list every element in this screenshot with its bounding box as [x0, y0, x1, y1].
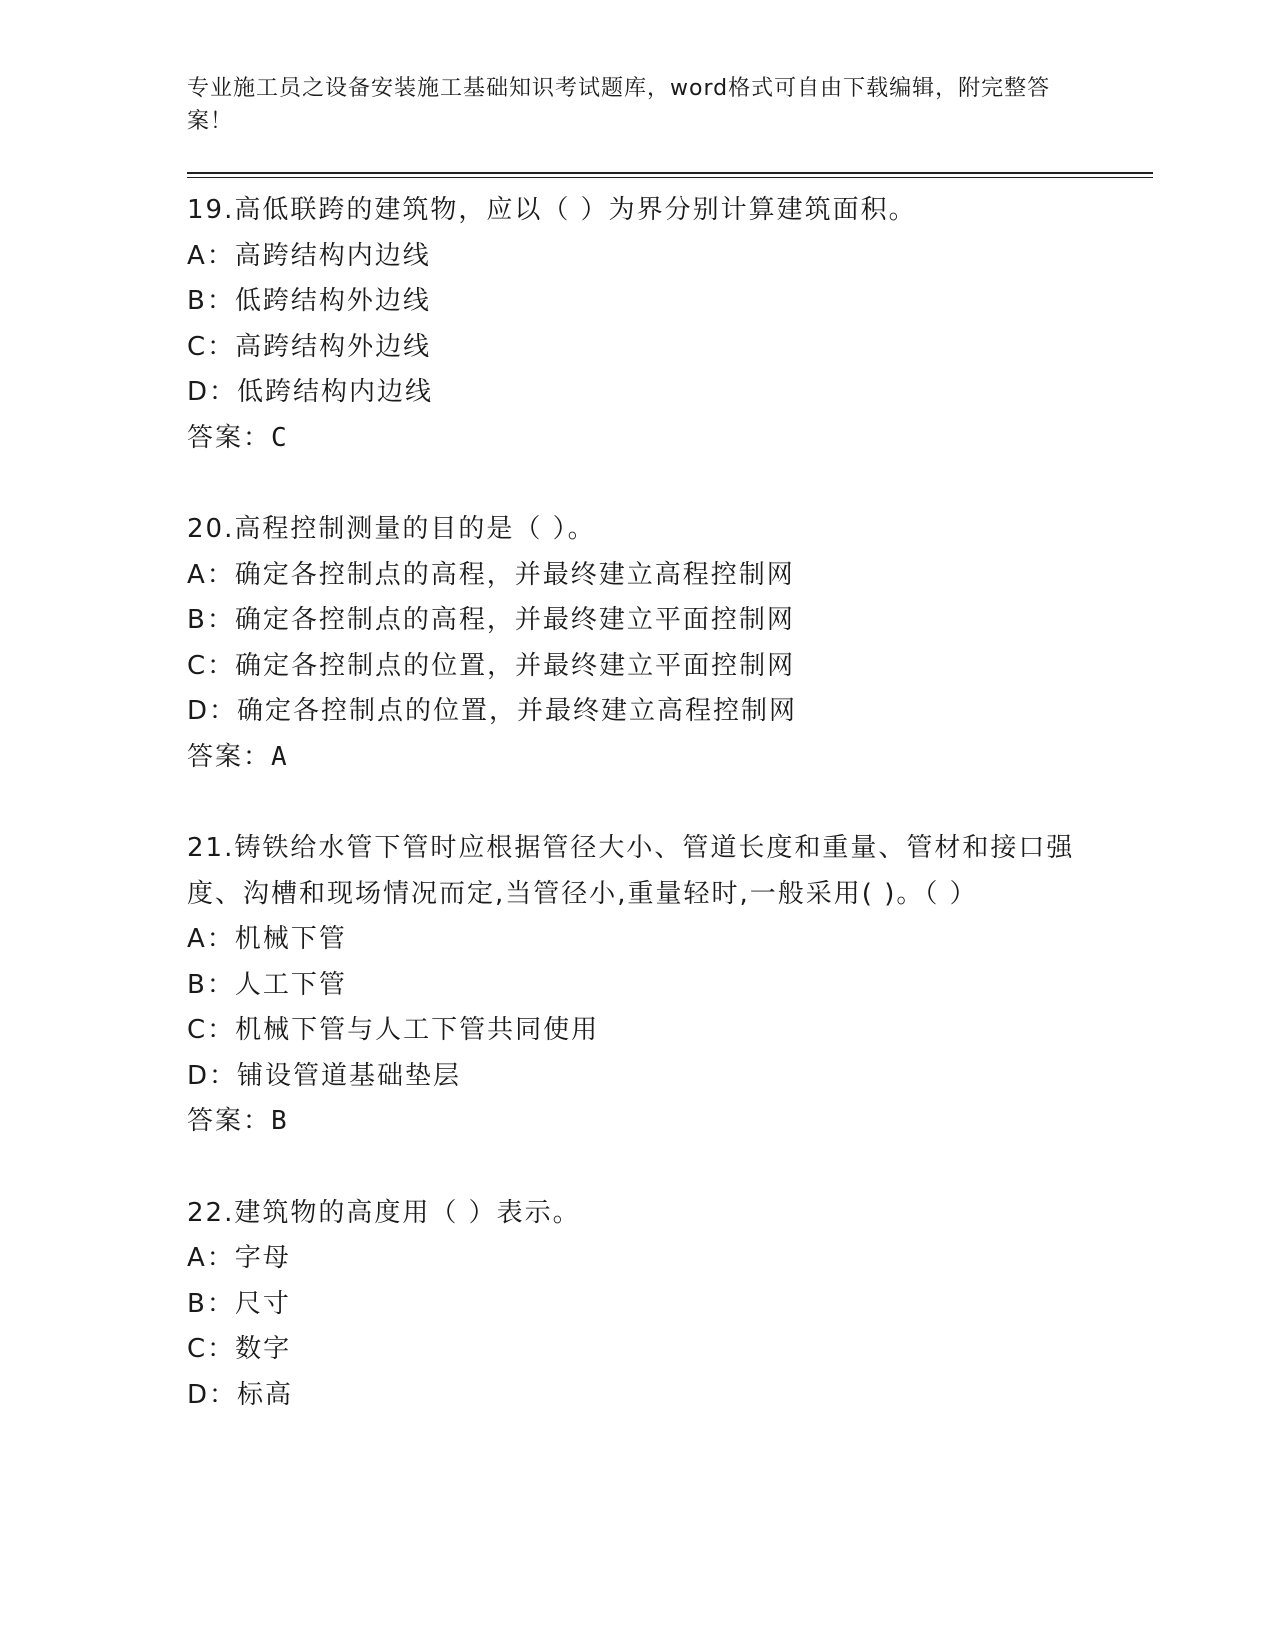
option-a: A：确定各控制点的高程，并最终建立高程控制网 — [187, 559, 795, 590]
header-divider-top — [187, 172, 1153, 174]
answer-line — [187, 1099, 1087, 1145]
answer-value: C — [271, 422, 289, 453]
question-stem: 19.高低联跨的建筑物，应以（ ）为界分别计算建筑面积。 — [187, 195, 917, 225]
option-b: B：低跨结构外边线 — [187, 286, 431, 316]
option-d: D：低跨结构内边线 — [187, 377, 434, 407]
question-21 — [187, 826, 1087, 1145]
option-a: A：字母 — [187, 1243, 291, 1273]
answer-label: 答案： — [187, 422, 272, 453]
option-d: D：标高 — [187, 1379, 294, 1410]
option-d: D：确定各控制点的位置，并最终建立高程控制网 — [187, 696, 798, 726]
answer-line — [187, 416, 1087, 462]
header-divider-bottom — [187, 177, 1153, 178]
option-c: C：高跨结构外边线 — [187, 331, 432, 362]
document-header — [187, 72, 1067, 138]
question-20 — [187, 507, 1087, 780]
question-22 — [187, 1191, 1087, 1419]
option-b: B：尺寸 — [187, 1288, 291, 1319]
option-b: B：确定各控制点的高程，并最终建立平面控制网 — [187, 605, 795, 635]
answer-line — [187, 735, 1087, 781]
option-a: A：机械下管 — [187, 924, 347, 954]
document-title: 专业施工员之设备安装施工基础知识考试题库，word格式可自由下载编辑，附完整答案！ — [187, 76, 1051, 134]
answer-value: B — [271, 1106, 289, 1136]
option-c: C：确定各控制点的位置，并最终建立平面控制网 — [187, 650, 796, 681]
answer-label: 答案： — [187, 741, 272, 772]
option-c: C：机械下管与人工下管共同使用 — [187, 1015, 600, 1045]
question-list — [187, 188, 1087, 1464]
question-stem: 21.铸铁给水管下管时应根据管径大小、管道长度和重量、管材和接口强度、沟槽和现场情况而定,当管径小,重量轻时,一般采用( )。（ ） — [187, 833, 1075, 909]
option-a: A：高跨结构内边线 — [187, 240, 431, 271]
option-b: B：人工下管 — [187, 969, 347, 1000]
answer-label: 答案： — [187, 1106, 272, 1136]
answer-value: A — [271, 741, 289, 772]
question-stem: 20.高程控制测量的目的是（ ）。 — [187, 514, 596, 544]
question-stem: 22.建筑物的高度用（ ）表示。 — [187, 1197, 581, 1228]
option-c: C：数字 — [187, 1334, 292, 1364]
question-19 — [187, 188, 1087, 461]
option-d: D：铺设管道基础垫层 — [187, 1060, 462, 1091]
